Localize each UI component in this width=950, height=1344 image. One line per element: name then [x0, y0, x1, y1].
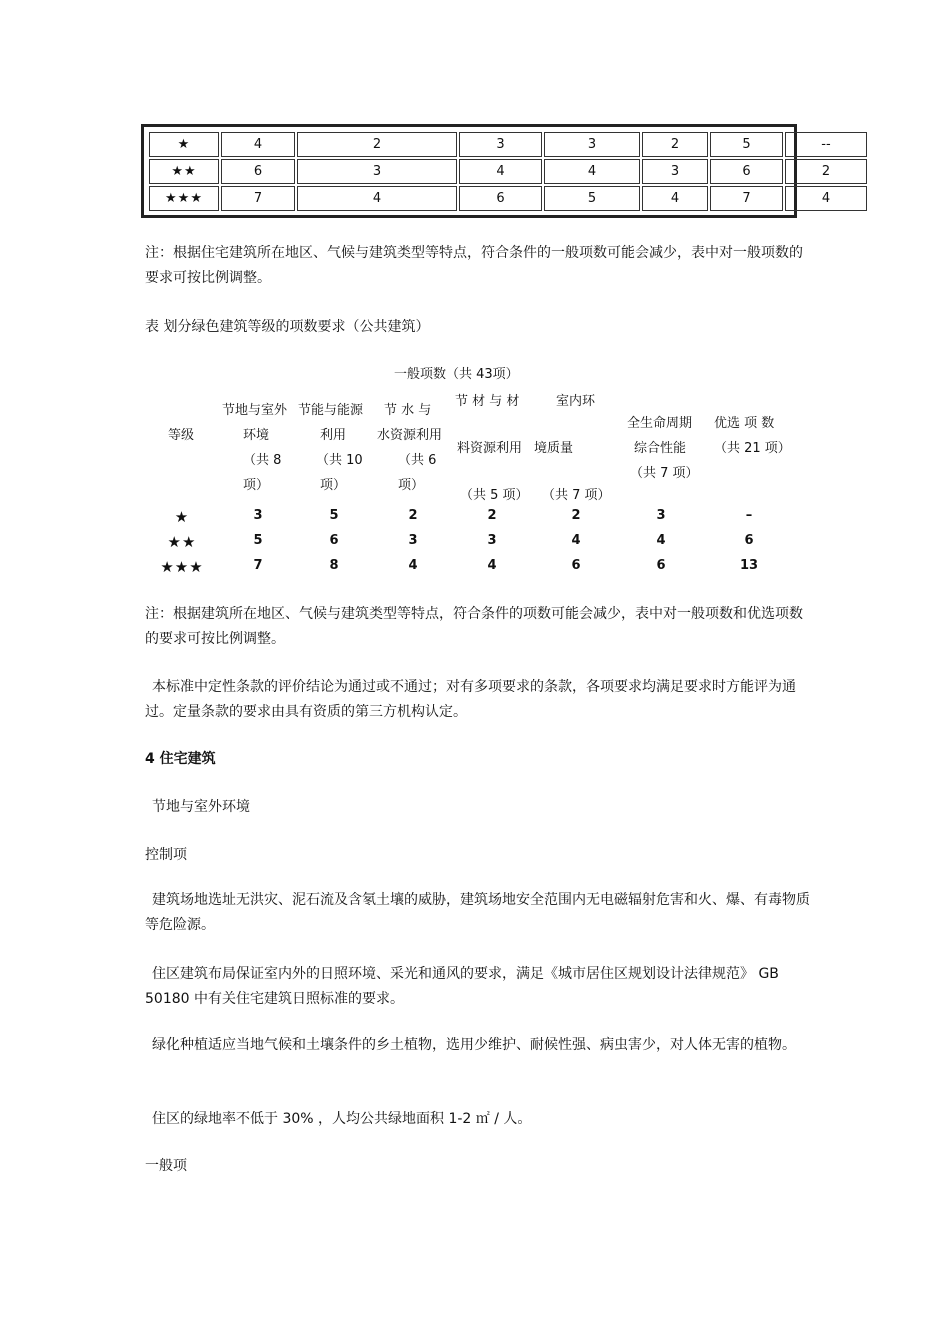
col-header-indoor-line2: 境质量	[534, 441, 574, 456]
general-items-label: 一般项	[145, 1158, 187, 1174]
table-cell: --	[785, 132, 867, 157]
table-cell: 4	[221, 132, 295, 157]
table-cell: 2	[487, 508, 497, 523]
col-header-water-line4: 项）	[398, 478, 425, 493]
table-cell: 3	[656, 508, 666, 523]
table-row	[149, 186, 867, 211]
grade-cell: ★★	[167, 533, 197, 551]
col-header-water-line3: （共 6	[398, 453, 437, 468]
evaluation-paragraph: 本标准中定性条款的评价结论为通过或不通过；对有多项要求的条款，各项要求均满足要求时方能评为通过。定量条款的要求由具有资质的第三方机构认定。	[145, 679, 796, 720]
table-cell: 4	[408, 558, 418, 573]
control-item-greening: 绿化种植适应当地气候和土壤条件的乡土植物，选用少维护、耐候性强、病虫害少，对人体无害的植物。	[152, 1037, 796, 1053]
control-items-label: 控制项	[145, 847, 187, 863]
col-header-energy-line1: 节能与能源	[298, 403, 364, 418]
table-row	[149, 132, 867, 157]
col-header-energy-line4: 项）	[320, 478, 347, 493]
table-cell: 5	[710, 132, 783, 157]
table-cell: 3	[642, 159, 708, 184]
table-cell: 2	[297, 132, 457, 157]
table-cell: 13	[739, 558, 759, 573]
grade-column-header: 等级	[168, 428, 195, 443]
table-cell: 3	[459, 132, 542, 157]
table-cell: –	[745, 508, 753, 523]
table-cell: 4	[487, 558, 497, 573]
table-cell: 3	[408, 533, 418, 548]
control-item-green-ratio: 住区的绿地率不低于 30% ，人均公共绿地面积 1-2 ㎡ / 人。	[152, 1111, 532, 1127]
table-cell: 4	[571, 533, 581, 548]
table-cell: 2	[571, 508, 581, 523]
table-cell: 3	[297, 159, 457, 184]
table-cell: 7	[221, 186, 295, 211]
table-cell: 4	[785, 186, 867, 211]
table-cell: 6	[710, 159, 783, 184]
table-cell: 5	[329, 508, 339, 523]
col-header-land-line4: 项）	[243, 478, 270, 493]
table-cell: 5	[253, 533, 263, 548]
col-header-lifecycle-line3: （共 7 项）	[630, 466, 699, 481]
table-cell: 2	[408, 508, 418, 523]
col-header-indoor-line3: （共 7 项）	[542, 488, 611, 503]
col-header-indoor-line1: 室内环	[556, 394, 596, 409]
control-item-site: 建筑场地选址无洪灾、泥石流及含氡土壤的威胁，建筑场地安全范围内无电磁辐射危害和火、爆、有毒物质等危险源。	[145, 892, 810, 933]
col-header-lifecycle-line2: 综合性能	[634, 441, 687, 456]
section-heading-residential: 4 住宅建筑	[145, 751, 216, 767]
table-cell: 2	[785, 159, 867, 184]
table-cell: 4	[544, 159, 640, 184]
table-cell: 3	[544, 132, 640, 157]
grade-cell: ★★	[149, 159, 219, 184]
col-header-land-line3: （共 8	[243, 453, 282, 468]
col-header-land-line1: 节地与室外	[222, 403, 288, 418]
table-1-frame	[141, 124, 831, 218]
table-cell: 6	[656, 558, 666, 573]
table-cell: 6	[744, 533, 754, 548]
col-header-material-line2: 料资源利用	[457, 441, 523, 456]
table-row	[149, 159, 867, 184]
col-header-energy-line3: （共 10	[316, 453, 363, 468]
table-cell: 4	[656, 533, 666, 548]
table-cell: 6	[459, 186, 542, 211]
col-header-material-line3: （共 5 项）	[460, 488, 529, 503]
table-cell: 3	[253, 508, 263, 523]
table-2-note: 注：根据建筑所在地区、气候与建筑类型等特点，符合条件的项数可能会减少，表中对一般项数和优选项数的要求可按比例调整。	[145, 606, 803, 647]
table-cell: 8	[329, 558, 339, 573]
general-items-header: 一般项数（共 43项）	[394, 367, 519, 382]
subsection-land-environment: 节地与室外环境	[152, 799, 250, 815]
control-item-layout: 住区建筑布局保证室内外的日照环境、采光和通风的要求，满足《城市居住区规划设计法律规范》 GB 50180 中有关住宅建筑日照标准的要求。	[145, 966, 779, 1007]
table-cell: 4	[459, 159, 542, 184]
col-header-optional-line1: 优选 项 数	[714, 416, 775, 431]
grade-cell: ★	[149, 132, 219, 157]
table-cell: 7	[710, 186, 783, 211]
table-1-note: 注：根据住宅建筑所在地区、气候与建筑类型等特点，符合条件的一般项数可能会减少，表中对一般项数的要求可按比例调整。	[145, 245, 803, 286]
grade-cell: ★	[174, 508, 190, 526]
table-cell: 2	[642, 132, 708, 157]
col-header-water-line1: 节 水 与	[384, 403, 432, 418]
table-cell: 6	[329, 533, 339, 548]
col-header-optional-line2: （共 21 项）	[714, 441, 791, 456]
table-cell: 5	[544, 186, 640, 211]
table-cell: 4	[642, 186, 708, 211]
col-header-energy-line2: 利用	[320, 428, 347, 443]
table-cell: 3	[487, 533, 497, 548]
col-header-water-line2: 水资源利用	[377, 428, 443, 443]
table-cell: 7	[253, 558, 263, 573]
table-2-caption: 表 划分绿色建筑等级的项数要求（公共建筑）	[145, 319, 430, 335]
table-cell: 6	[221, 159, 295, 184]
col-header-material-line1: 节 材 与 材	[455, 394, 520, 409]
table-cell: 6	[571, 558, 581, 573]
col-header-lifecycle-line1: 全生命周期	[627, 416, 693, 431]
grade-cell: ★★★	[149, 186, 219, 211]
col-header-land-line2: 环境	[243, 428, 270, 443]
grade-cell: ★★★	[160, 558, 204, 576]
grade-requirements-table-residential	[147, 130, 869, 213]
table-cell: 4	[297, 186, 457, 211]
